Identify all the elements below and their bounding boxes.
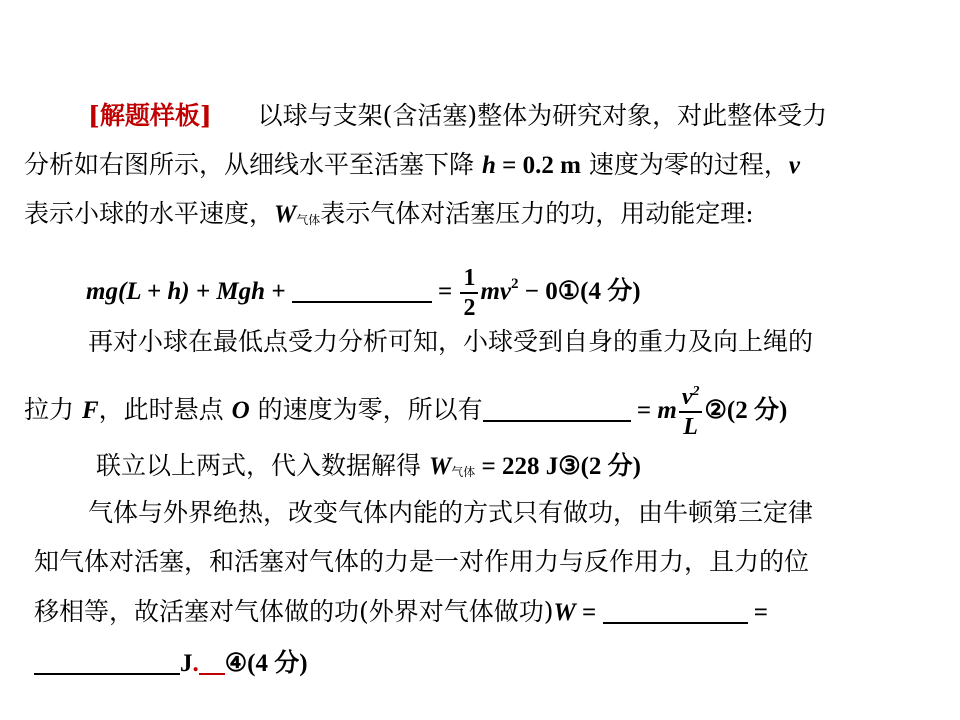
var-F: F bbox=[81, 397, 99, 424]
eq2-tail: ②(2 分) bbox=[704, 397, 788, 424]
eq2-equals: = bbox=[630, 397, 658, 424]
var-h: h bbox=[481, 152, 496, 179]
para1-text-2a: 分析如右图所示，从细线水平至活塞下降 bbox=[24, 150, 482, 179]
para1-text-1: 以球与支架(含活塞)整体为研究对象，对此整体受力 bbox=[257, 101, 828, 130]
h-value: = 0.2 m bbox=[495, 152, 581, 179]
eq1-left: mg(L + h) + Mgh + bbox=[86, 278, 292, 305]
red-underline bbox=[199, 651, 225, 675]
eq1-fraction bbox=[460, 266, 478, 320]
para2-line1 bbox=[88, 326, 813, 358]
para4-text-3a: 移相等，故活塞对气体做的功(外界对气体做功) bbox=[34, 597, 554, 626]
para2-text-2b: ，此时悬点 bbox=[98, 395, 232, 424]
unit-J: J bbox=[180, 650, 193, 677]
para2-text-1: 再对小球在最低点受力分析可知，小球受到自身的重力及向上绳的 bbox=[88, 327, 814, 356]
eq1-blank[interactable] bbox=[292, 277, 432, 303]
var-m: m bbox=[657, 397, 677, 424]
para1-text-3a: 表示小球的水平速度， bbox=[24, 199, 275, 228]
para1-line3 bbox=[24, 198, 754, 236]
var-v: v bbox=[788, 152, 800, 179]
para4-line1 bbox=[88, 497, 813, 529]
para3-var-W: W bbox=[428, 453, 452, 480]
eq4-blank-1[interactable] bbox=[603, 598, 748, 624]
eq1-frac-den: 2 bbox=[463, 294, 476, 321]
para1-line1 bbox=[88, 100, 827, 132]
solution-template-tag: [解题样板] bbox=[88, 101, 212, 130]
para4-line3 bbox=[34, 596, 768, 629]
W-subscript: 气体 bbox=[296, 213, 321, 227]
var-W: W bbox=[274, 201, 297, 228]
para4-var-W: W bbox=[553, 599, 576, 626]
eq2-frac-den: L bbox=[683, 413, 698, 440]
para4-text-2: 知气体对活塞，和活塞对气体的力是一对作用力与反作用力，且力的位 bbox=[34, 547, 810, 576]
var-O: O bbox=[231, 397, 250, 424]
para3-line bbox=[96, 450, 641, 488]
para1-line2 bbox=[24, 149, 800, 182]
eq1-rest: − 0①(4 分) bbox=[518, 278, 641, 305]
para4-line2 bbox=[34, 546, 809, 578]
para3-text: 联立以上两式，代入数据解得 bbox=[96, 451, 429, 480]
para4-equals-2: = bbox=[747, 599, 768, 626]
para4-score: ④(4 分) bbox=[224, 650, 308, 677]
para4-line4 bbox=[34, 647, 308, 680]
period: . bbox=[192, 650, 199, 677]
eq4-blank-2[interactable] bbox=[34, 649, 180, 675]
eq2-frac-num bbox=[679, 385, 703, 413]
para2-line2 bbox=[24, 372, 787, 449]
eq1-frac-num: 1 bbox=[460, 266, 478, 294]
para3-value: = 228 J③(2 分) bbox=[475, 453, 642, 480]
para1-text-2b: 速度为零的过程， bbox=[580, 150, 789, 179]
para3-W-subscript: 气体 bbox=[451, 465, 476, 479]
para2-text-2c: 的速度为零，所以有 bbox=[249, 395, 483, 424]
para1-text-3b: 表示气体对活塞压力的功，用动能定理: bbox=[320, 199, 754, 228]
eq1-exp: 2 bbox=[511, 276, 519, 292]
eq1-mv: mv bbox=[480, 278, 512, 305]
equation-1 bbox=[86, 254, 641, 322]
para2-text-2a: 拉力 bbox=[24, 395, 82, 424]
eq2-num-v: v bbox=[681, 383, 693, 410]
para4-text-1: 气体与外界绝热，改变气体内能的方式只有做功，由牛顿第三定律 bbox=[88, 498, 814, 527]
eq2-num-exp: 2 bbox=[692, 383, 700, 399]
eq1-equals: = bbox=[431, 278, 459, 305]
eq2-blank[interactable] bbox=[483, 396, 631, 422]
para4-equals: = bbox=[575, 599, 603, 626]
eq2-fraction bbox=[679, 385, 703, 439]
